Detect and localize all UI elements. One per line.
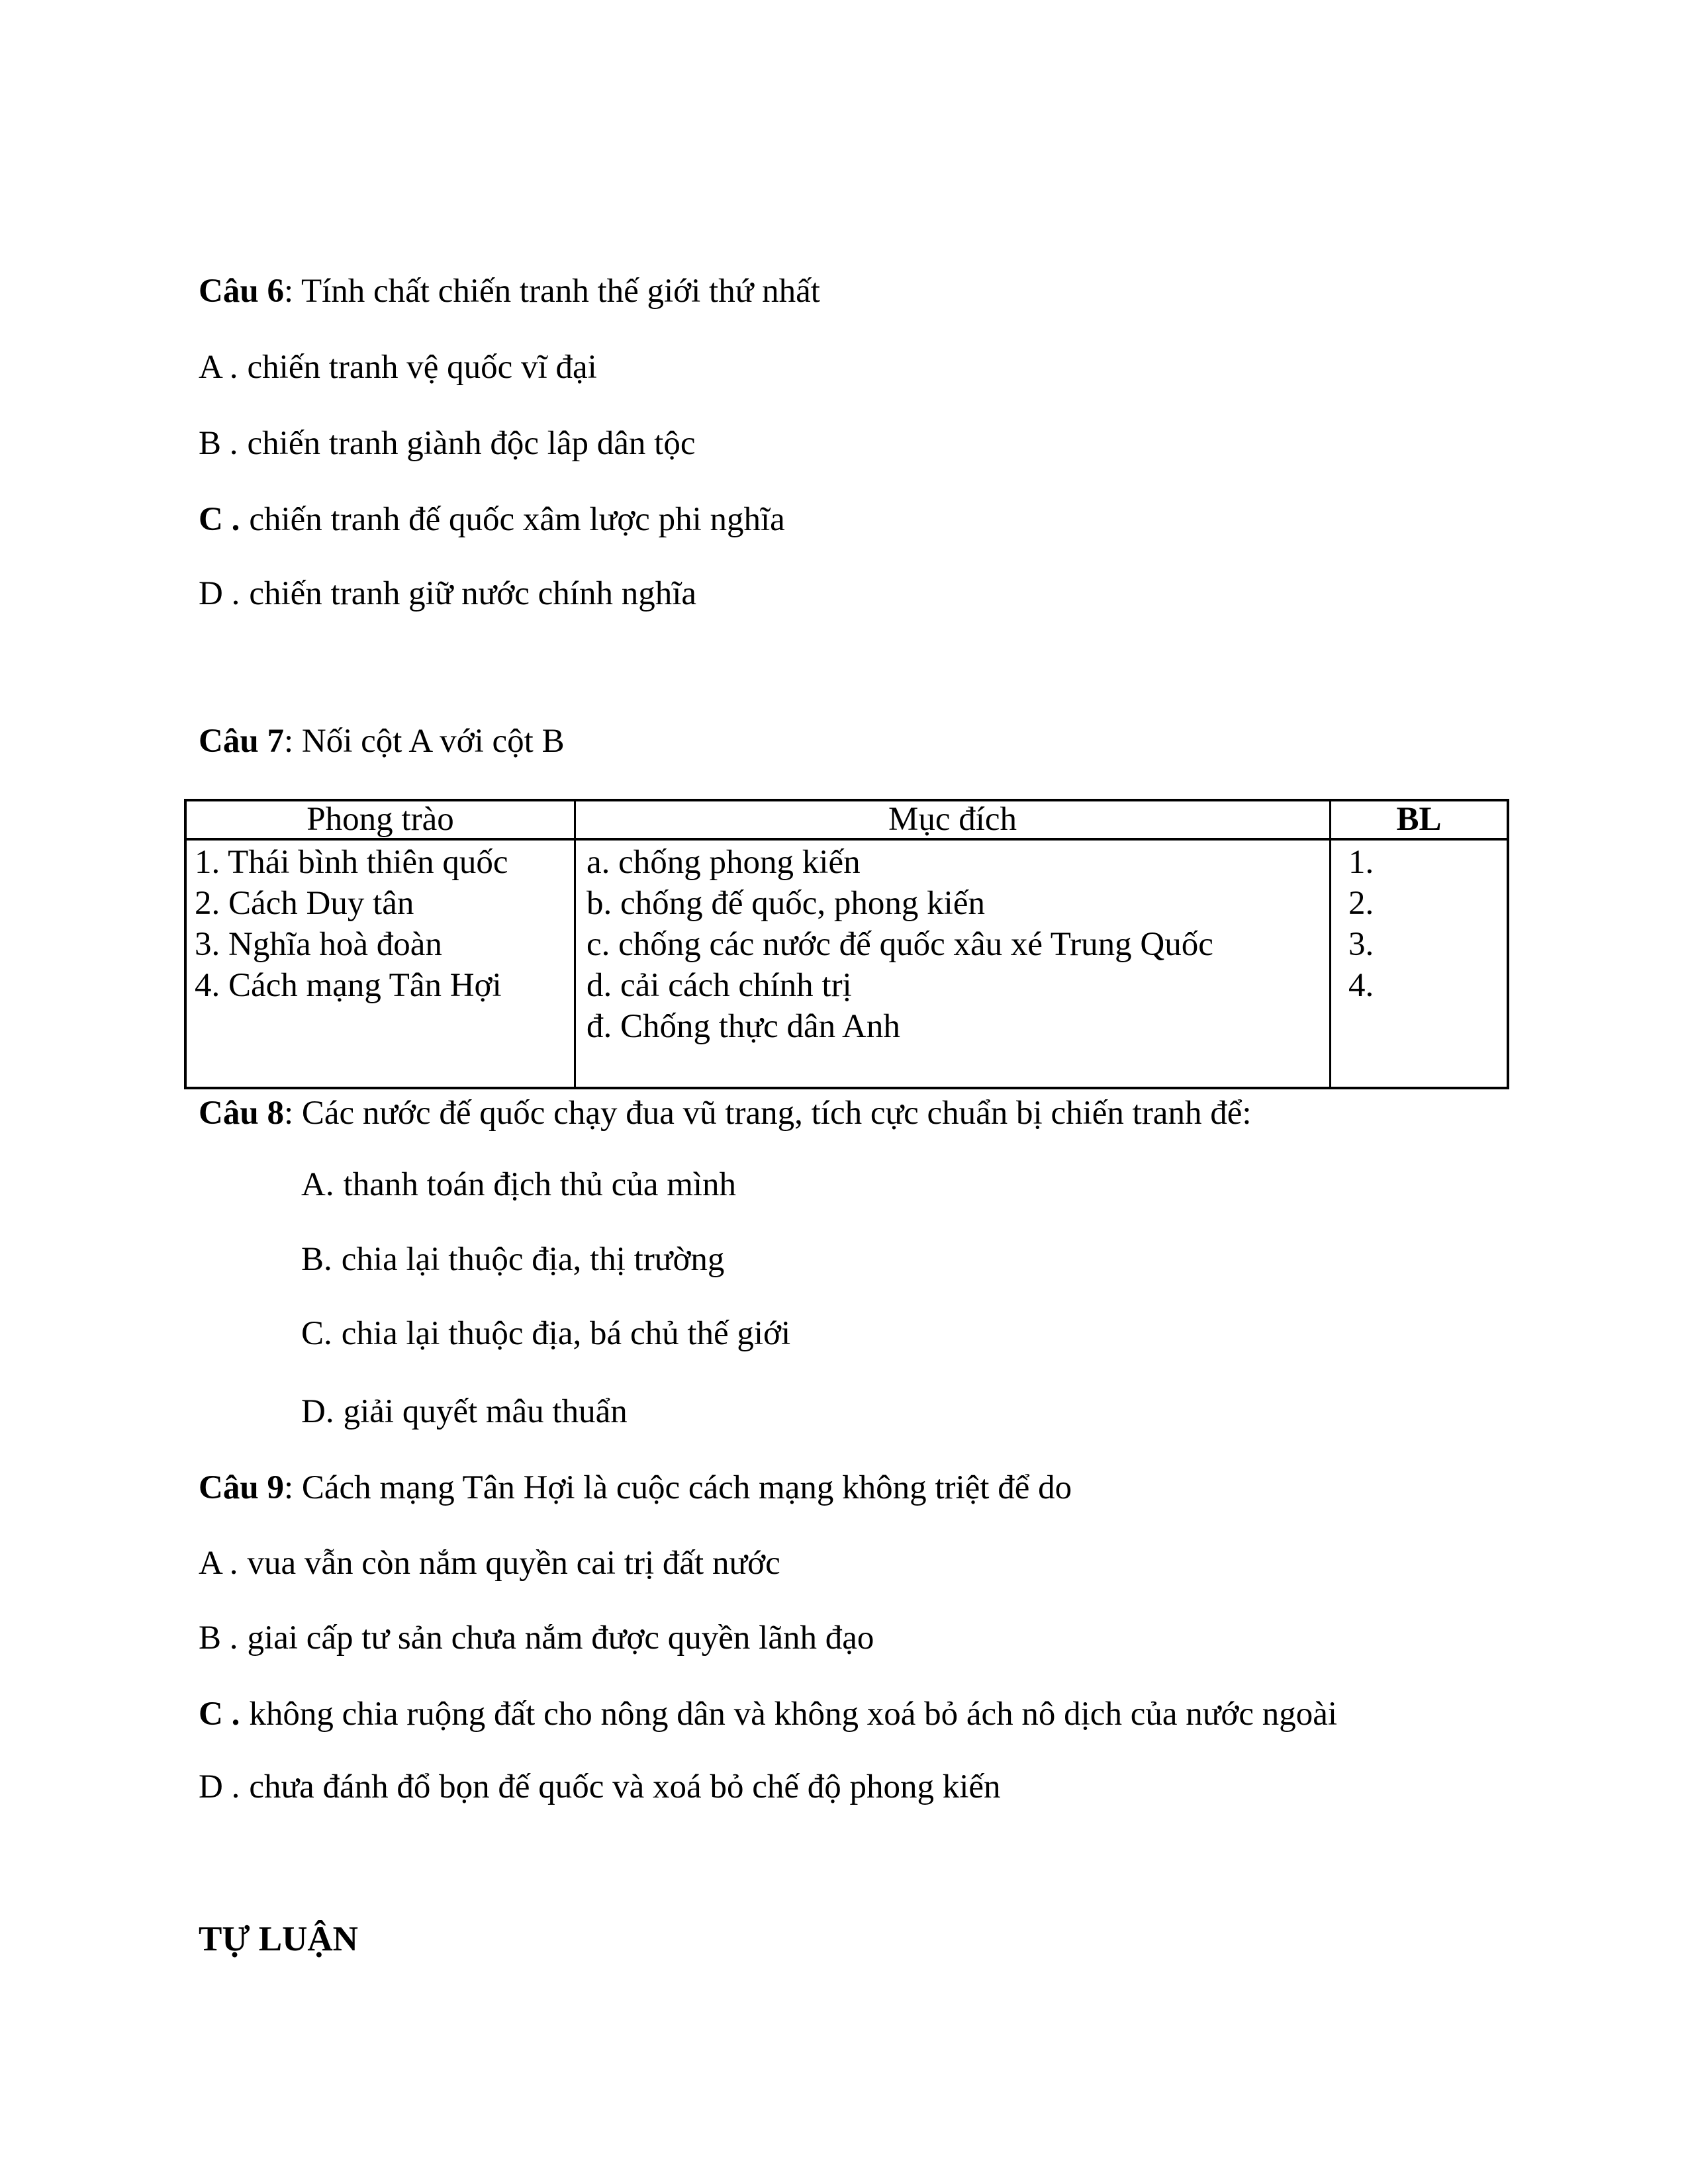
match-table-header-purpose: Mục đích: [576, 801, 1331, 841]
match-table-header-movement: Phong trào: [187, 801, 576, 841]
question-7-number: Câu 7: [199, 723, 284, 760]
option-text: chiến tranh vệ quốc vĩ đại: [247, 349, 597, 386]
question-9-heading: [199, 1469, 1072, 1507]
essay-section-heading: TỰ LUẬN: [199, 1920, 358, 1958]
option-text: chiến tranh giành độc lâp dân tộc: [247, 425, 696, 462]
movement-item: 3. Nghĩa hoà đoàn: [195, 926, 442, 963]
question-6-option-b: [199, 424, 695, 463]
option-text: vua vẫn còn nắm quyền cai trị đất nước: [247, 1545, 780, 1582]
match-table: [184, 799, 1509, 1089]
match-table-purpose-cell: [576, 841, 1331, 1087]
movement-item: 1. Thái bình thiên quốc: [195, 844, 508, 881]
option-letter: C .: [199, 1696, 240, 1733]
match-table-header-answer: BL: [1331, 801, 1507, 841]
answer-slot: 3.: [1348, 926, 1374, 963]
option-text: chiến tranh đế quốc xâm lược phi nghĩa: [249, 501, 785, 538]
question-6-option-c: [199, 500, 785, 539]
purpose-item: c. chống các nước đế quốc xâu xé Trung Quốc: [586, 926, 1213, 963]
match-table-movement-cell: [187, 841, 576, 1087]
question-6-heading: [199, 272, 820, 310]
option-letter: D.: [301, 1393, 334, 1430]
option-text: chưa đánh đổ bọn đế quốc và xoá bỏ chế độ phong kiến: [249, 1768, 1001, 1805]
movement-item: 4. Cách mạng Tân Hợi: [195, 967, 502, 1004]
question-8-option-b: [301, 1240, 724, 1279]
purpose-item: d. cải cách chính trị: [586, 967, 852, 1004]
option-letter: D .: [199, 1768, 240, 1805]
question-8-option-d: [301, 1392, 628, 1431]
option-text: không chia ruộng đất cho nông dân và không xoá bỏ ách nô dịch của nước ngoài: [249, 1696, 1338, 1733]
option-text: chia lại thuộc địa, bá chủ thế giới: [341, 1315, 791, 1352]
question-8-option-a: [301, 1165, 736, 1204]
option-text: thanh toán địch thủ của mình: [343, 1166, 737, 1203]
option-letter: C .: [199, 501, 240, 538]
question-9-option-a: [199, 1544, 780, 1582]
question-8-text: : Các nước đế quốc chạy đua vũ trang, tích cực chuẩn bị chiến tranh để:: [283, 1095, 1252, 1132]
question-7-heading: [199, 722, 565, 760]
option-letter: A .: [199, 1545, 238, 1582]
question-6-text: : Tính chất chiến tranh thế giới thứ nhất: [283, 273, 820, 310]
option-letter: B .: [199, 425, 238, 462]
option-letter: D .: [199, 575, 240, 612]
purpose-item: b. chống đế quốc, phong kiến: [586, 885, 985, 922]
option-letter: A .: [199, 349, 238, 386]
answer-slot: 4.: [1348, 967, 1374, 1004]
match-table-answer-cell: [1331, 841, 1507, 1087]
option-text: giải quyết mâu thuẩn: [343, 1393, 628, 1430]
question-8-heading: [199, 1094, 1252, 1132]
option-letter: A.: [301, 1166, 334, 1203]
option-letter: C.: [301, 1315, 332, 1352]
answer-slot: 1.: [1348, 844, 1374, 881]
option-text: chiến tranh giữ nước chính nghĩa: [249, 575, 696, 612]
question-8-option-c: [301, 1314, 790, 1353]
option-letter: B.: [301, 1241, 332, 1278]
question-6-option-a: [199, 348, 597, 387]
option-text: giai cấp tư sản chưa nắm được quyền lãnh đạo: [247, 1619, 874, 1657]
question-9-option-b: [199, 1619, 874, 1657]
question-8-number: Câu 8: [199, 1095, 284, 1132]
purpose-item: đ. Chống thực dân Anh: [586, 1008, 900, 1045]
question-9-number: Câu 9: [199, 1469, 284, 1506]
question-7-text: : Nối cột A với cột B: [283, 723, 565, 760]
movement-item: 2. Cách Duy tân: [195, 885, 414, 922]
option-letter: B .: [199, 1619, 238, 1657]
purpose-item: a. chống phong kiến: [586, 844, 861, 881]
question-9-text: : Cách mạng Tân Hợi là cuộc cách mạng không triệt để do: [283, 1469, 1072, 1506]
question-9-option-d: [199, 1768, 1001, 1806]
question-6-option-d: [199, 574, 696, 613]
question-6-number: Câu 6: [199, 273, 284, 310]
question-9-option-c: [199, 1695, 1337, 1733]
answer-slot: 2.: [1348, 885, 1374, 922]
option-text: chia lại thuộc địa, thị trường: [341, 1241, 725, 1278]
